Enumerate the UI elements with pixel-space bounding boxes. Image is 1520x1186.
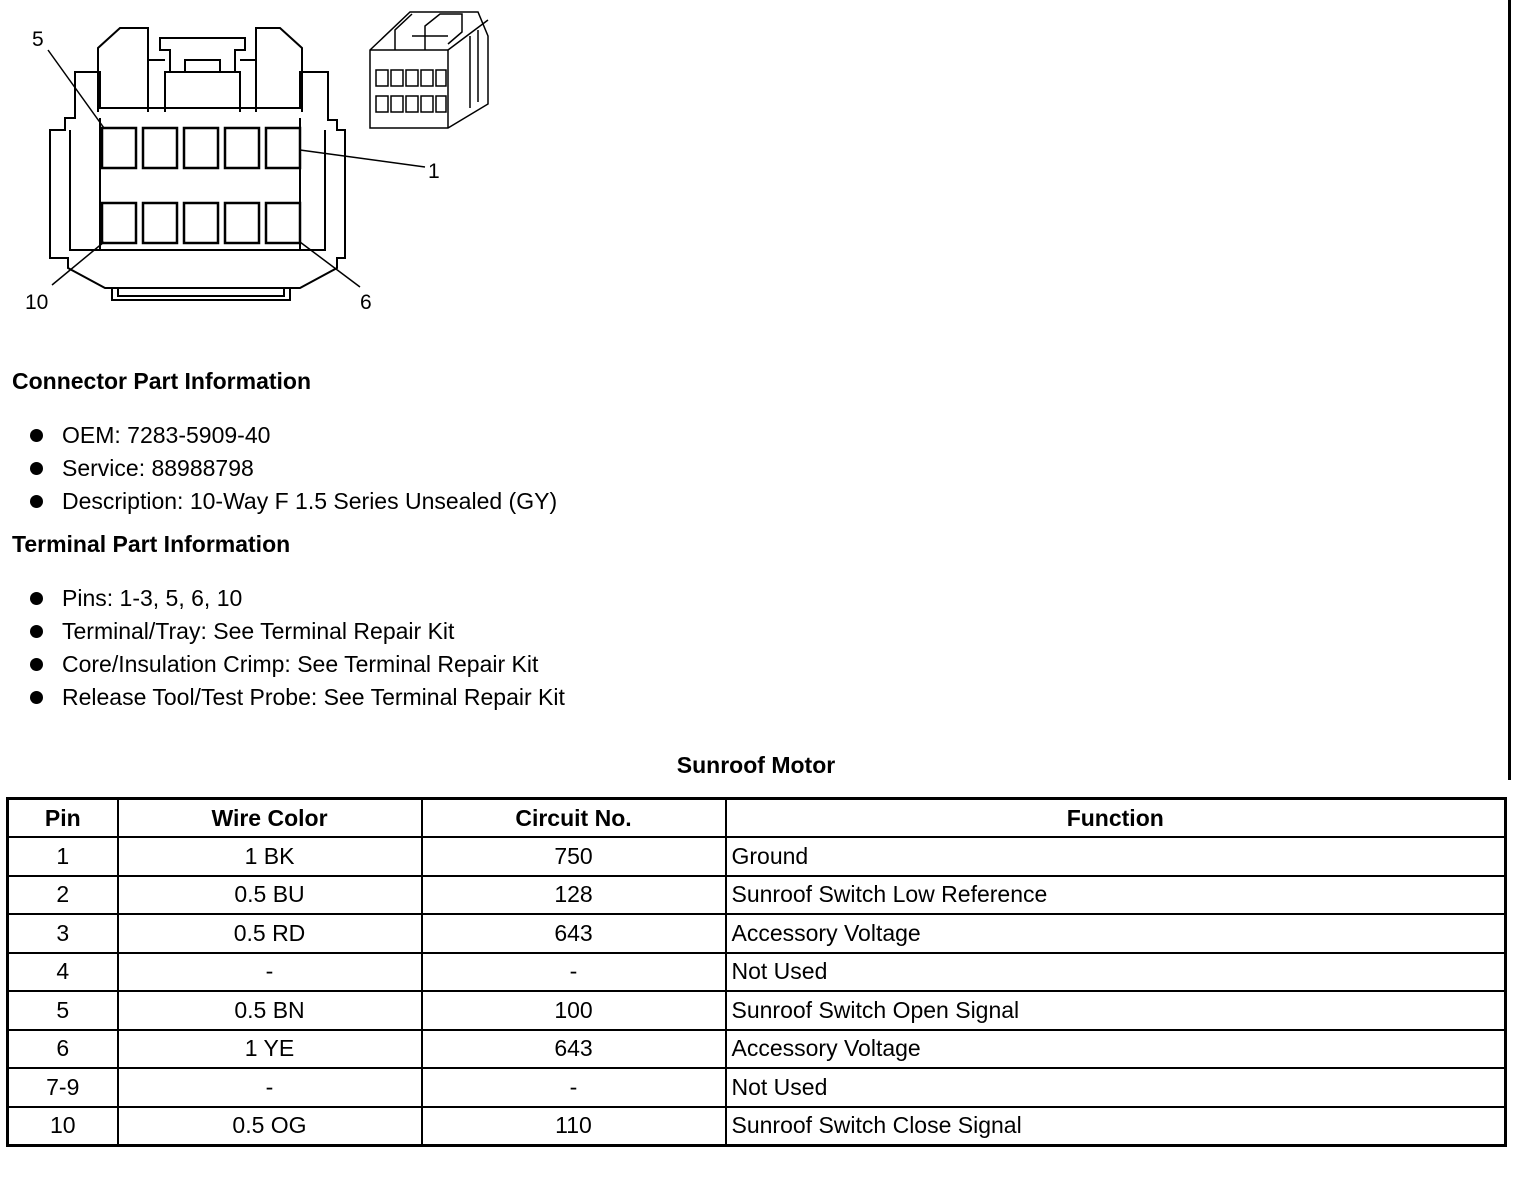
pin-cavities-bottom xyxy=(102,203,300,243)
connector-info-list xyxy=(28,419,557,518)
cell-pin: 1 xyxy=(8,837,118,876)
bullet-icon xyxy=(30,592,43,605)
cell-wire-color: 0.5 BU xyxy=(118,876,422,915)
cell-pin: 7-9 xyxy=(8,1068,118,1107)
connector-service: Service: 88988798 xyxy=(62,455,254,481)
cell-pin: 10 xyxy=(8,1107,118,1146)
cell-wire-color: 0.5 BN xyxy=(118,991,422,1030)
connector-diagram xyxy=(0,0,520,340)
cell-function: Ground xyxy=(726,837,1506,876)
column-header-pin: Pin xyxy=(8,799,118,838)
column-header-circuit-no: Circuit No. xyxy=(422,799,726,838)
page-border-right xyxy=(1508,0,1511,780)
pin-label-5: 5 xyxy=(32,28,44,51)
terminal-info-heading: Terminal Part Information xyxy=(12,531,291,557)
table-row xyxy=(8,1068,1506,1107)
cell-pin: 3 xyxy=(8,914,118,953)
pin-label-6: 6 xyxy=(360,291,372,314)
cell-circuit-no: 750 xyxy=(422,837,726,876)
cell-pin: 5 xyxy=(8,991,118,1030)
table-row xyxy=(8,1107,1506,1146)
table-header-row xyxy=(8,799,1506,838)
terminal-crimp: Core/Insulation Crimp: See Terminal Repair Kit xyxy=(62,651,539,677)
column-header-function: Function xyxy=(726,799,1506,838)
cell-circuit-no: 128 xyxy=(422,876,726,915)
cell-function: Sunroof Switch Low Reference xyxy=(726,876,1506,915)
cell-circuit-no: 110 xyxy=(422,1107,726,1146)
bullet-icon xyxy=(30,625,43,638)
bullet-icon xyxy=(30,495,43,508)
bullet-icon xyxy=(30,429,43,442)
connector-oem: OEM: 7283-5909-40 xyxy=(62,422,271,448)
cell-circuit-no: - xyxy=(422,953,726,992)
list-item xyxy=(28,485,557,518)
cell-circuit-no: - xyxy=(422,1068,726,1107)
cell-circuit-no: 643 xyxy=(422,914,726,953)
cell-wire-color: 1 YE xyxy=(118,1030,422,1069)
cell-function: Accessory Voltage xyxy=(726,914,1506,953)
table-row xyxy=(8,991,1506,1030)
table-row xyxy=(8,876,1506,915)
pin-cavities-top xyxy=(102,128,300,168)
cell-function: Sunroof Switch Close Signal xyxy=(726,1107,1506,1146)
connector-isometric-view xyxy=(370,12,488,128)
cell-function: Not Used xyxy=(726,953,1506,992)
cell-wire-color: 0.5 OG xyxy=(118,1107,422,1146)
cell-pin: 4 xyxy=(8,953,118,992)
list-item xyxy=(28,452,557,485)
cell-wire-color: - xyxy=(118,1068,422,1107)
table-row xyxy=(8,953,1506,992)
cell-wire-color: - xyxy=(118,953,422,992)
terminal-release-tool: Release Tool/Test Probe: See Terminal Repair Kit xyxy=(62,684,565,710)
list-item xyxy=(28,419,557,452)
cell-pin: 2 xyxy=(8,876,118,915)
cell-pin: 6 xyxy=(8,1030,118,1069)
bullet-icon xyxy=(30,691,43,704)
cell-circuit-no: 643 xyxy=(422,1030,726,1069)
list-item xyxy=(28,615,565,648)
table-row xyxy=(8,1030,1506,1069)
terminal-info-list xyxy=(28,582,565,714)
bullet-icon xyxy=(30,462,43,475)
cell-wire-color: 0.5 RD xyxy=(118,914,422,953)
terminal-tray: Terminal/Tray: See Terminal Repair Kit xyxy=(62,618,455,644)
pinout-table xyxy=(6,797,1507,1147)
list-item xyxy=(28,681,565,714)
table-row xyxy=(8,914,1506,953)
table-row xyxy=(8,837,1506,876)
bullet-icon xyxy=(30,658,43,671)
cell-function: Accessory Voltage xyxy=(726,1030,1506,1069)
column-header-wire-color: Wire Color xyxy=(118,799,422,838)
pin-label-1: 1 xyxy=(428,160,440,183)
cell-function: Sunroof Switch Open Signal xyxy=(726,991,1506,1030)
list-item xyxy=(28,648,565,681)
connector-description: Description: 10-Way F 1.5 Series Unsealed (GY) xyxy=(62,488,558,514)
cell-wire-color: 1 BK xyxy=(118,837,422,876)
table-title: Sunroof Motor xyxy=(676,752,836,778)
terminal-pins: Pins: 1-3, 5, 6, 10 xyxy=(62,585,243,611)
pin-label-10: 10 xyxy=(25,291,49,314)
cell-circuit-no: 100 xyxy=(422,991,726,1030)
cell-function: Not Used xyxy=(726,1068,1506,1107)
list-item xyxy=(28,582,565,615)
connector-info-heading: Connector Part Information xyxy=(12,368,312,394)
